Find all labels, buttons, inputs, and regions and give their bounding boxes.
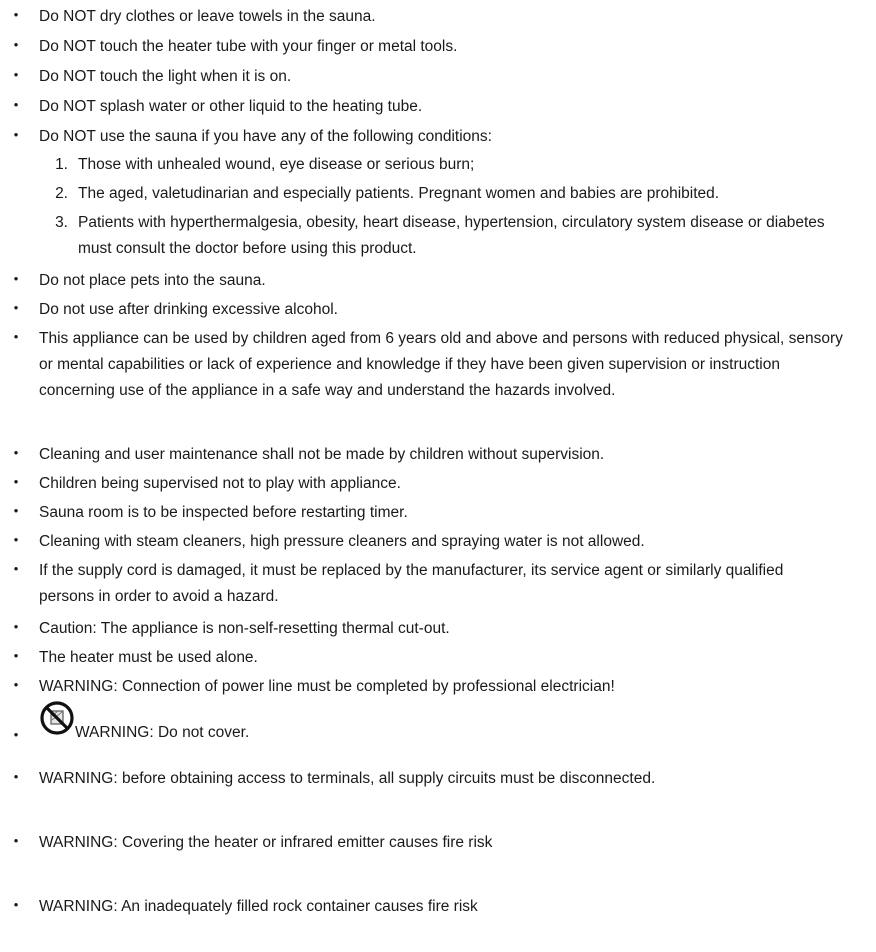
- bullet: •: [13, 37, 19, 52]
- bullet: •: [13, 897, 19, 912]
- list-item-text: Cleaning with steam cleaners, high pressure cleaners and spraying water is not allowed.: [39, 533, 645, 550]
- numbered-item-text: The aged, valetudinarian and especially patients. Pregnant women and babies are prohibited.: [78, 185, 720, 202]
- bullet: •: [13, 445, 19, 460]
- list-item-text: WARNING: Connection of power line must be completed by professional electrician!: [39, 678, 615, 695]
- list-item-text: Do not use after drinking excessive alcohol.: [39, 301, 338, 318]
- list-item-text: Do NOT touch the light when it is on.: [39, 68, 292, 85]
- list-item-text: WARNING: before obtaining access to terminals, all supply circuits must be disconnected.: [39, 770, 656, 787]
- bullet: •: [13, 67, 19, 82]
- list-item-text: Do NOT dry clothes or leave towels in the sauna.: [39, 8, 376, 25]
- bullet: •: [13, 619, 19, 634]
- list-item-text: The heater must be used alone.: [39, 649, 258, 666]
- bullet: •: [13, 300, 19, 315]
- list-item-text: Do NOT use the sauna if you have any of the following conditions:: [39, 128, 492, 145]
- list-item-text: WARNING: Covering the heater or infrared emitter causes fire risk: [39, 834, 493, 851]
- list-item-text: Sauna room is to be inspected before restarting timer.: [39, 504, 408, 521]
- numbered-item-text: Those with unhealed wound, eye disease or serious burn;: [78, 156, 475, 173]
- item-number: 1.: [55, 156, 68, 173]
- bullet: •: [13, 561, 19, 576]
- item-number: 3.: [55, 214, 68, 231]
- bullet: •: [13, 727, 19, 742]
- bullet: •: [13, 474, 19, 489]
- bullet: •: [13, 677, 19, 692]
- list-item-text: If the supply cord is damaged, it must be replaced by the manufacturer, its service agent or similarly qualified persons in order to avoid a hazard.: [39, 562, 784, 605]
- bullet: •: [13, 127, 19, 142]
- list-item-text: Do NOT splash water or other liquid to the heating tube.: [39, 98, 423, 115]
- bullet: •: [13, 271, 19, 286]
- list-item-text: Cleaning and user maintenance shall not be made by children without supervision.: [39, 446, 605, 463]
- bullet: •: [13, 7, 19, 22]
- bullet: •: [13, 532, 19, 547]
- numbered-item-text: [78, 210, 848, 262]
- list-item-text: Children being supervised not to play with appliance.: [39, 475, 401, 492]
- bullet: •: [13, 648, 19, 663]
- do-not-cover-icon: [39, 700, 75, 736]
- list-item-text: Caution: The appliance is non-self-resetting thermal cut-out.: [39, 620, 450, 637]
- list-item-text: Do not place pets into the sauna.: [39, 272, 266, 289]
- list-item: [0, 700, 876, 750]
- list-item-text: This appliance can be used by children aged from 6 years old and above and persons with reduced physical, sensory or mental capabilities or lack of experience and knowledge if they have been given supervision or instruction concerning use of the appliance in a safe way and understand the hazards involved.: [39, 330, 843, 399]
- bullet: •: [13, 503, 19, 518]
- list-item-text: Do NOT touch the heater tube with your finger or metal tools.: [39, 38, 458, 55]
- numbered-item-text-content: Patients with hyperthermalgesia, obesity, heart disease, hypertension, circulatory system disease or diabetes must consult the doctor before using this product.: [78, 214, 825, 257]
- list-item-text: WARNING: Do not cover.: [75, 724, 250, 741]
- item-number: 2.: [55, 185, 68, 202]
- list-item-text: WARNING: An inadequately filled rock container causes fire risk: [39, 898, 478, 915]
- bullet: •: [13, 329, 19, 344]
- bullet: •: [13, 833, 19, 848]
- bullet: •: [13, 97, 19, 112]
- bullet: •: [13, 769, 19, 784]
